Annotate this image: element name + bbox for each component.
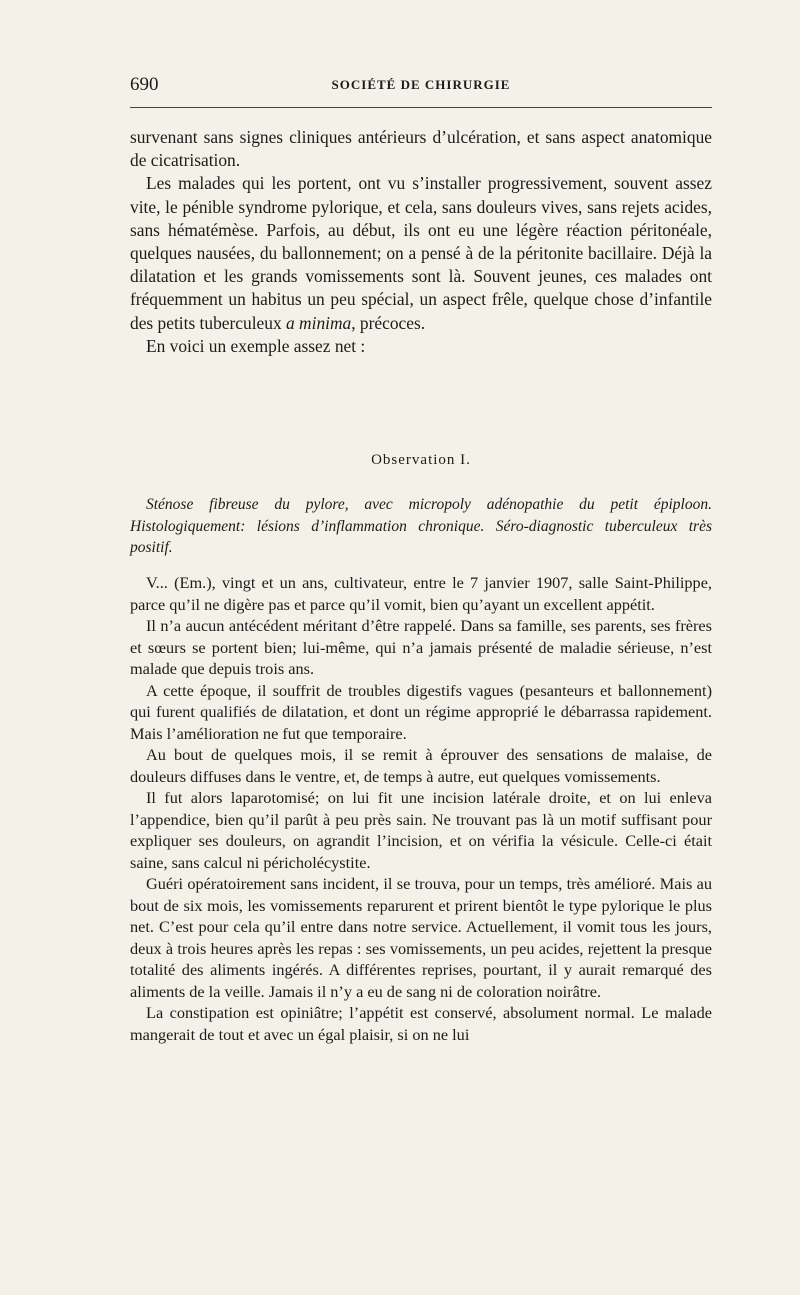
header-rule xyxy=(130,107,712,108)
italic-term: a minima xyxy=(286,312,352,333)
running-title: SOCIÉTÉ DE CHIRURGIE xyxy=(331,77,511,92)
page-number: 690 xyxy=(130,74,159,95)
paragraph: Il fut alors laparotomisé; on lui fit une incision latérale droite, et on lui enleva l’appendice, bien qu’il parût à peu près sain. Ne trouvant pas là un motif suffisant pour expliquer ses douleurs, on agrandit l’incision, et on vérifia la vésicule. Celle-ci était saine, sans calcul ni péricholécystite. xyxy=(130,788,712,872)
abstract-text xyxy=(130,494,712,559)
paragraph-text: Les malades qui les portent, ont vu s’installer progressivement, souvent assez vite, le pénible syndrome pylorique, et cela, sans douleurs vives, sans rejets acides, sans hématémèse. Parfois, au début, ils ont eu une légère réaction péritonéale, quelques nausées, du ballonnement; on a pensé à de la péritonite bacillaire. Déjà la dilatation et les grands vomissements sont là. Souvent jeunes, ces malades ont fréquemment un habitus un peu spécial, un aspect frêle, quelque chose d’infantile des petits tuberculeux xyxy=(130,173,712,333)
paragraph: La constipation est opiniâtre; l’appétit est conservé, absolument normal. Le malade mangerait de tout et avec un égal plaisir, si on ne lui xyxy=(130,1003,712,1044)
paragraph: En voici un exemple assez net : xyxy=(146,335,366,356)
page-header xyxy=(130,74,712,96)
observation-title: Observation I. xyxy=(371,452,471,468)
paragraph-text-end: , précoces. xyxy=(351,312,426,333)
paragraph: survenant sans signes cliniques antérieurs d’ulcération, et sans aspect anatomique de cicatrisation. xyxy=(130,127,712,171)
paragraph: Guéri opératoirement sans incident, il se trouva, pour un temps, très amélioré. Mais au bout de six mois, les vomissements reparurent et prirent bientôt le type pylorique le plus net. C’est pour cela qu’il entre dans notre service. Actuellement, il vomit tous les jours, deux à trois heures après les repas : ses vomissements, un peu acides, rejettent la presque totalité des aliments ingérés. A différentes reprises, pourtant, il y aurait remarqué des aliments de la veille. Jamais il n’y a eu de sang ni de coloration noirâtre. xyxy=(130,874,712,1001)
paragraph: A cette époque, il souffrit de troubles digestifs vagues (pesanteurs et ballonnement) qui furent qualifiés de dilatation, et dont un régime approprié le débarrassa rapidement. Mais l’amélioration ne fut que temporaire. xyxy=(130,680,712,743)
paragraph xyxy=(130,172,712,334)
paragraph: Il n’a aucun antécédent méritant d’être rappelé. Dans sa famille, ses parents, ses frères et sœurs se portent bien; lui-même, qui n’a jamais présenté de maladie sérieuse, n’est malade que depuis trois ans. xyxy=(130,616,712,678)
case-report xyxy=(130,572,712,1045)
intro-text xyxy=(130,126,712,358)
observation-abstract xyxy=(130,494,712,559)
paragraph: Au bout de quelques mois, il se remit à éprouver des sensations de malaise, de douleurs diffuses dans le ventre, et, de temps à autre, eut quelques vomissements. xyxy=(130,745,712,786)
abstract-part: Histologiquement: lésions d’inflammation chronique. Séro-diagnostic tuberculeux très positif. xyxy=(130,517,712,556)
abstract-part: Sténose fibreuse du pylore, avec micropoly adénopathie du petit épiploon. xyxy=(146,496,712,513)
paragraph: V... (Em.), vingt et un ans, cultivateur, entre le 7 janvier 1907, salle Saint-Philippe, parce qu’il ne digère pas et parce qu’il vomit, bien qu’ayant un excellent appétit. xyxy=(130,573,712,614)
